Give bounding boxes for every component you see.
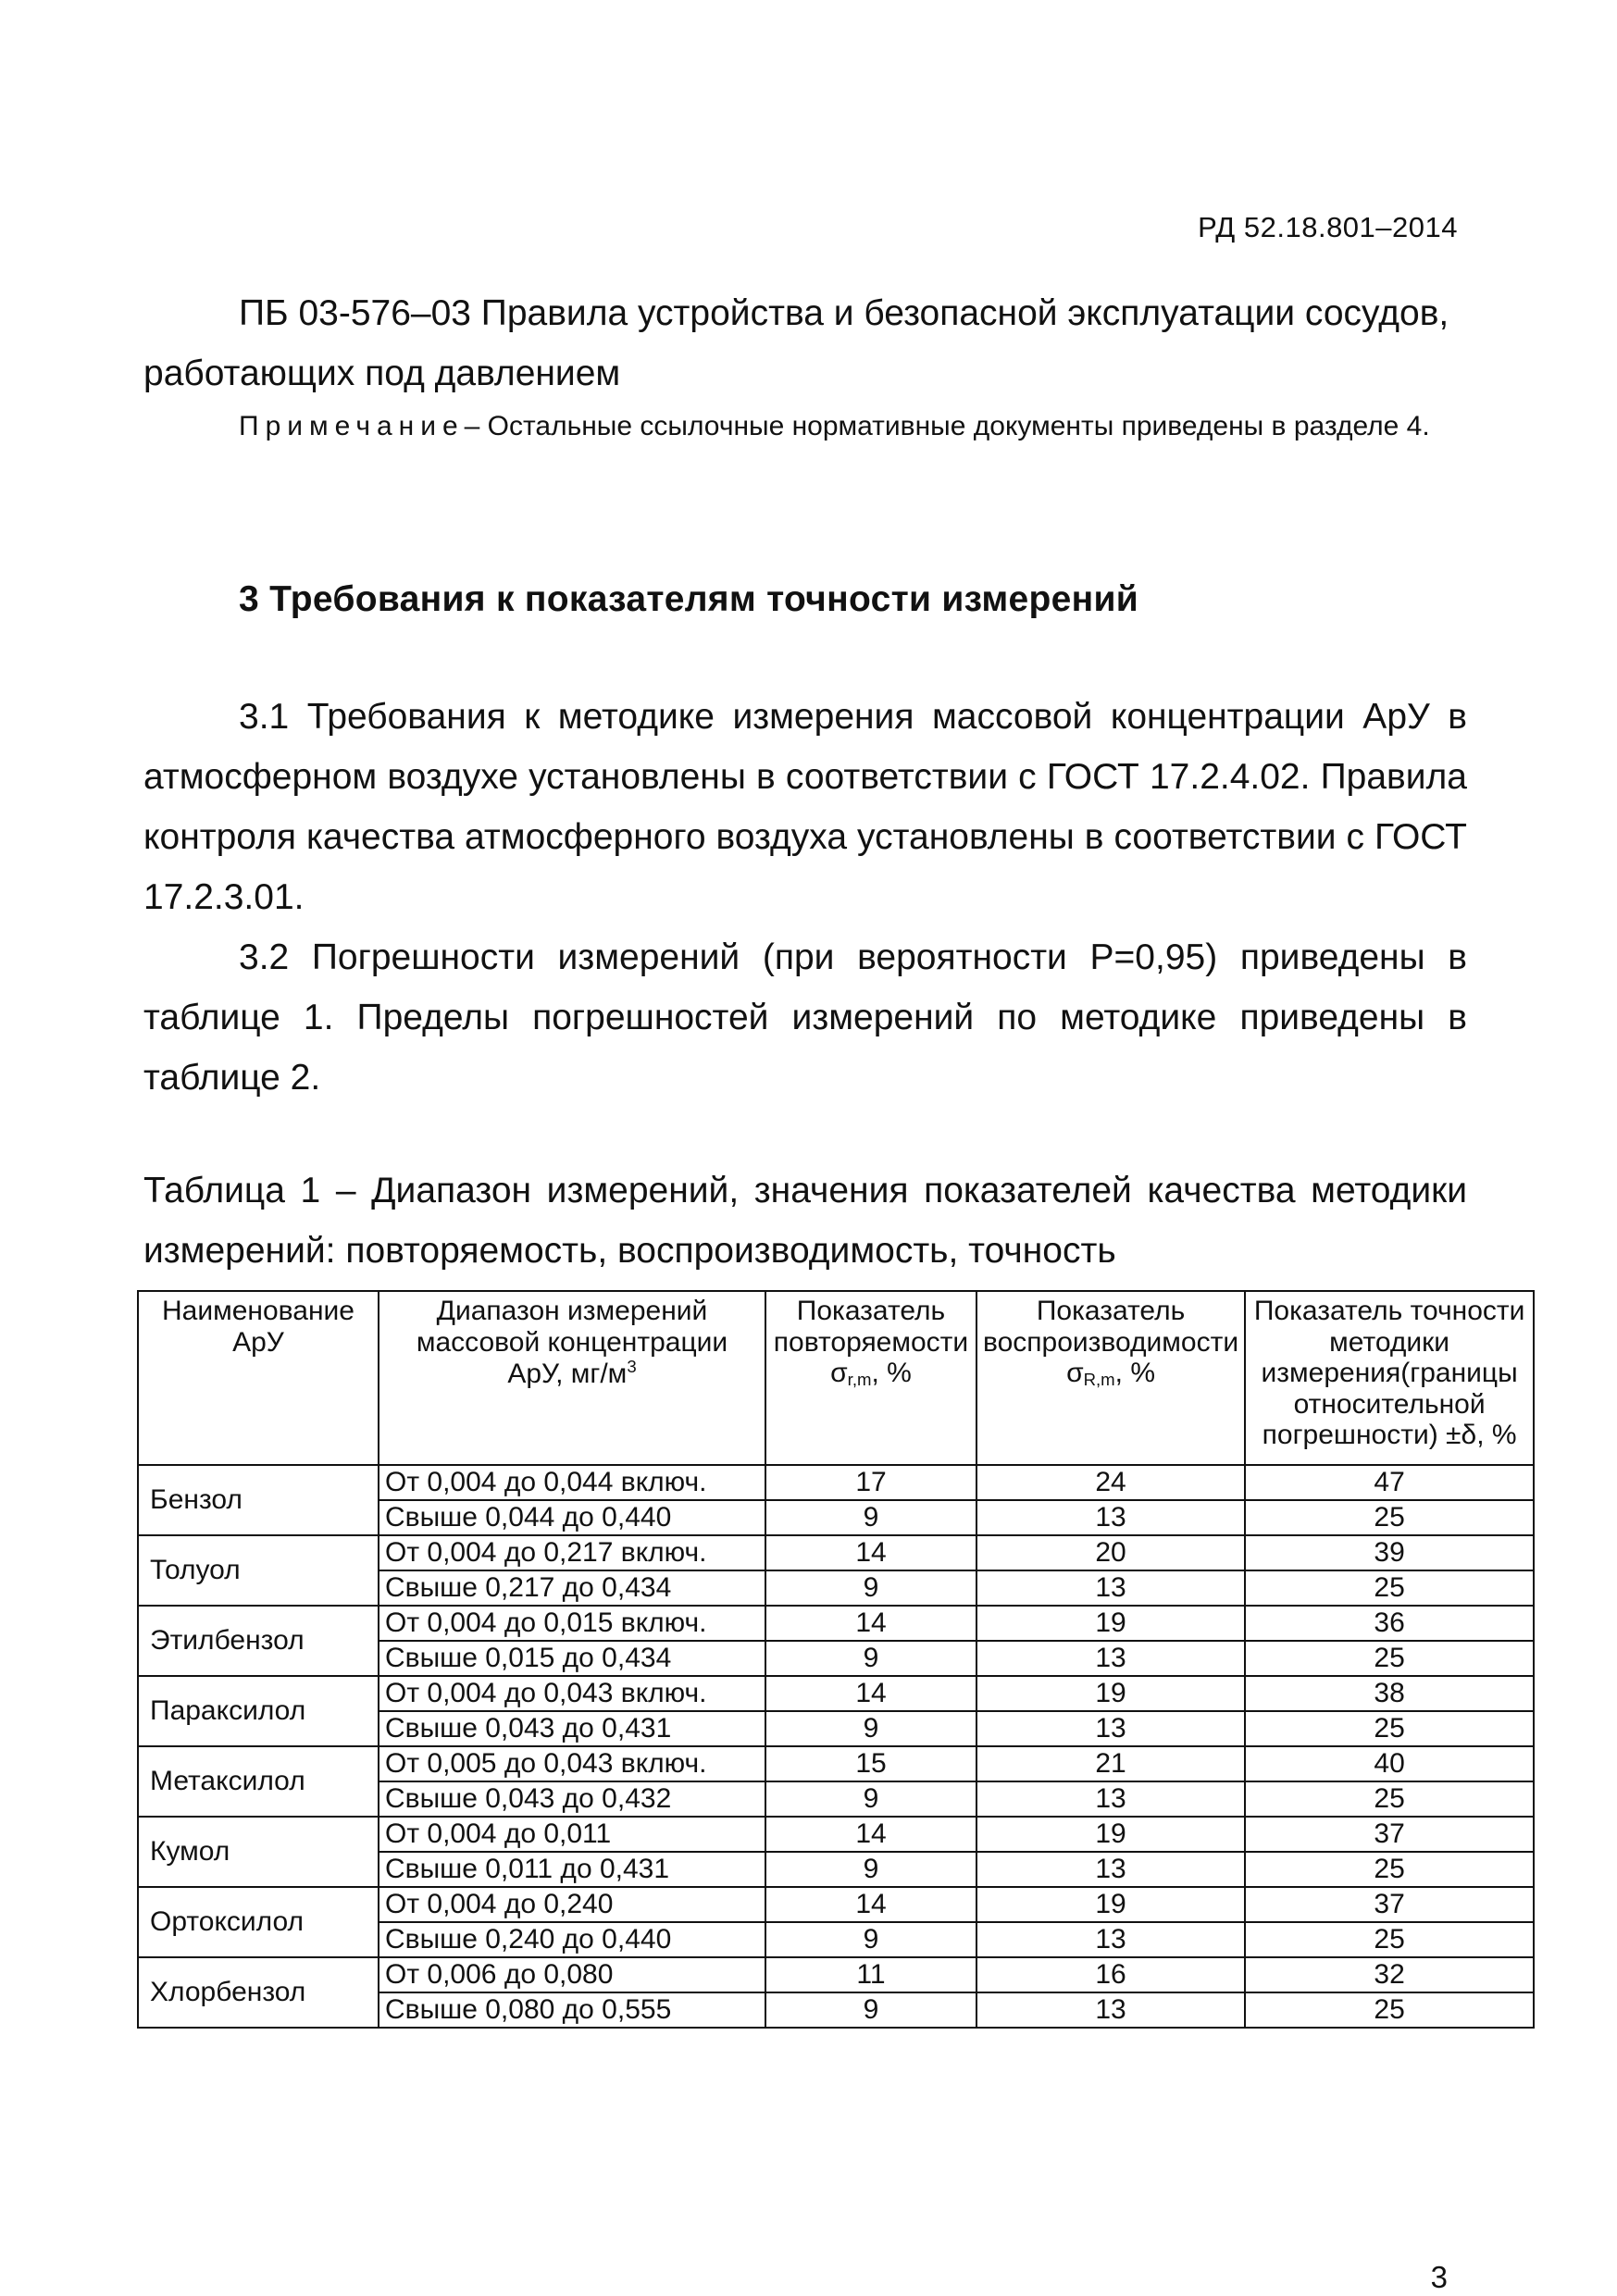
section-title: 3 Требования к показателям точности измерений	[239, 579, 1139, 619]
reference-pb	[143, 283, 1467, 403]
paragraph-3-1-text: 3.1 Требования к методике измерения массовой концентрации АрУ в атмосферном воздухе установлены в соответствии с ГОСТ 17.2.4.02. Правила контроля качества атмосферного воздуха установлены в соответствии с ГОСТ 17.2.3.01.	[143, 697, 1467, 917]
reproducibility-cell: 13	[976, 1852, 1245, 1887]
reproducibility-cell: 13	[976, 1922, 1245, 1957]
reproducibility-cell: 13	[976, 1711, 1245, 1746]
page-number: 3	[1430, 2260, 1448, 2294]
range-cell: Свыше 0,011 до 0,431	[379, 1852, 765, 1887]
substance-name: Метаксилол	[138, 1746, 379, 1817]
repeatability-cell: 9	[765, 1922, 976, 1957]
header-reproducibility: Показатель воспроизводимости $\sigma_{R,m}$, %	[976, 1291, 1245, 1465]
reproducibility-cell: 19	[976, 1606, 1245, 1641]
accuracy-cell: 47	[1245, 1465, 1534, 1500]
substance-name: Ортоксилол	[138, 1887, 379, 1957]
reproducibility-cell: 21	[976, 1746, 1245, 1781]
accuracy-table	[137, 1290, 1535, 2029]
repeatability-cell: 9	[765, 1852, 976, 1887]
accuracy-cell: 25	[1245, 1500, 1534, 1535]
reference-pb-line2: работающих под давлением	[143, 354, 621, 393]
paragraph-3-2-text: 3.2 Погрешности измерений (при вероятности Р=0,95) приведены в таблице 1. Пределы погрешностей измерений по методике приведены в таблице 2.	[143, 937, 1467, 1098]
range-cell: От 0,004 до 0,011	[379, 1817, 765, 1852]
header-repeatability: Показатель повторяемости $\sigma_{r,m}$, %	[765, 1291, 976, 1465]
paragraph-3-1	[143, 687, 1467, 927]
note-label: Примечание	[239, 411, 465, 441]
reproducibility-cell: 13	[976, 1992, 1245, 2028]
accuracy-cell: 40	[1245, 1746, 1534, 1781]
paragraph-3-2	[143, 927, 1467, 1108]
note-text: – Остальные ссылочные нормативные документы приведены в разделе 4.	[464, 411, 1430, 441]
range-cell: От 0,004 до 0,240	[379, 1887, 765, 1922]
accuracy-cell: 36	[1245, 1606, 1534, 1641]
substance-name: Бензол	[138, 1465, 379, 1535]
repeatability-cell: 14	[765, 1676, 976, 1711]
accuracy-cell: 25	[1245, 1992, 1534, 2028]
accuracy-cell: 25	[1245, 1711, 1534, 1746]
range-cell: От 0,005 до 0,043 включ.	[379, 1746, 765, 1781]
repeatability-cell: 17	[765, 1465, 976, 1500]
reproducibility-cell: 13	[976, 1570, 1245, 1606]
repeatability-cell: 14	[765, 1887, 976, 1922]
substance-name: Этилбензол	[138, 1606, 379, 1676]
header-name: Наименование АрУ	[138, 1291, 379, 1465]
repeatability-cell: 14	[765, 1535, 976, 1570]
repeatability-cell: 14	[765, 1606, 976, 1641]
header-accuracy: Показатель точности методики измерения(границы относительной погрешности) ±δ, %	[1245, 1291, 1534, 1465]
accuracy-cell: 25	[1245, 1781, 1534, 1817]
table-row	[138, 1817, 1534, 1852]
substance-name: Толуол	[138, 1535, 379, 1606]
accuracy-cell: 37	[1245, 1887, 1534, 1922]
range-cell: Свыше 0,217 до 0,434	[379, 1570, 765, 1606]
reproducibility-cell: 24	[976, 1465, 1245, 1500]
table-row	[138, 1465, 1534, 1500]
repeatability-cell: 9	[765, 1570, 976, 1606]
range-cell: Свыше 0,044 до 0,440	[379, 1500, 765, 1535]
range-cell: Свыше 0,080 до 0,555	[379, 1992, 765, 2028]
range-cell: От 0,004 до 0,015 включ.	[379, 1606, 765, 1641]
repeatability-cell: 15	[765, 1746, 976, 1781]
reproducibility-cell: 19	[976, 1887, 1245, 1922]
document-code: РД 52.18.801–2014	[1198, 211, 1458, 243]
accuracy-cell: 25	[1245, 1852, 1534, 1887]
range-cell: Свыше 0,240 до 0,440	[379, 1922, 765, 1957]
accuracy-cell: 32	[1245, 1957, 1534, 1992]
reproducibility-cell: 13	[976, 1641, 1245, 1676]
range-cell: От 0,006 до 0,080	[379, 1957, 765, 1992]
table-row	[138, 1887, 1534, 1922]
repeatability-cell: 9	[765, 1781, 976, 1817]
table-body	[138, 1465, 1534, 2028]
range-cell: От 0,004 до 0,044 включ.	[379, 1465, 765, 1500]
accuracy-cell: 39	[1245, 1535, 1534, 1570]
repeatability-cell: 11	[765, 1957, 976, 1992]
reproducibility-cell: 13	[976, 1781, 1245, 1817]
accuracy-cell: 25	[1245, 1570, 1534, 1606]
repeatability-cell: 9	[765, 1641, 976, 1676]
reference-pb-line1: ПБ 03-576–03 Правила устройства и безопасной эксплуатации сосудов,	[239, 293, 1449, 333]
table-row	[138, 1676, 1534, 1711]
accuracy-cell: 37	[1245, 1817, 1534, 1852]
table-row	[138, 1535, 1534, 1570]
range-cell: Свыше 0,043 до 0,432	[379, 1781, 765, 1817]
accuracy-cell: 25	[1245, 1922, 1534, 1957]
range-cell: От 0,004 до 0,043 включ.	[379, 1676, 765, 1711]
substance-name: Параксилол	[138, 1676, 379, 1746]
range-cell: От 0,004 до 0,217 включ.	[379, 1535, 765, 1570]
note-paragraph	[143, 400, 1467, 453]
table-row	[138, 1606, 1534, 1641]
header-range: Диапазон измерений массовой концентрации АрУ, $мг/м^3$	[379, 1291, 765, 1465]
substance-name: Хлорбензол	[138, 1957, 379, 2028]
repeatability-cell: 9	[765, 1711, 976, 1746]
reproducibility-cell: 19	[976, 1817, 1245, 1852]
repeatability-cell: 9	[765, 1992, 976, 2028]
accuracy-cell: 38	[1245, 1676, 1534, 1711]
repeatability-cell: 9	[765, 1500, 976, 1535]
reproducibility-cell: 16	[976, 1957, 1245, 1992]
range-cell: Свыше 0,015 до 0,434	[379, 1641, 765, 1676]
table-caption: Таблица 1 – Диапазон измерений, значения показателей качества методики измерений: повторяемость, воспроизводимость, точность	[143, 1171, 1467, 1271]
range-cell: Свыше 0,043 до 0,431	[379, 1711, 765, 1746]
table-row	[138, 1746, 1534, 1781]
repeatability-cell: 14	[765, 1817, 976, 1852]
accuracy-cell: 25	[1245, 1641, 1534, 1676]
substance-name: Кумол	[138, 1817, 379, 1887]
reproducibility-cell: 20	[976, 1535, 1245, 1570]
reproducibility-cell: 19	[976, 1676, 1245, 1711]
table-row	[138, 1957, 1534, 1992]
reproducibility-cell: 13	[976, 1500, 1245, 1535]
